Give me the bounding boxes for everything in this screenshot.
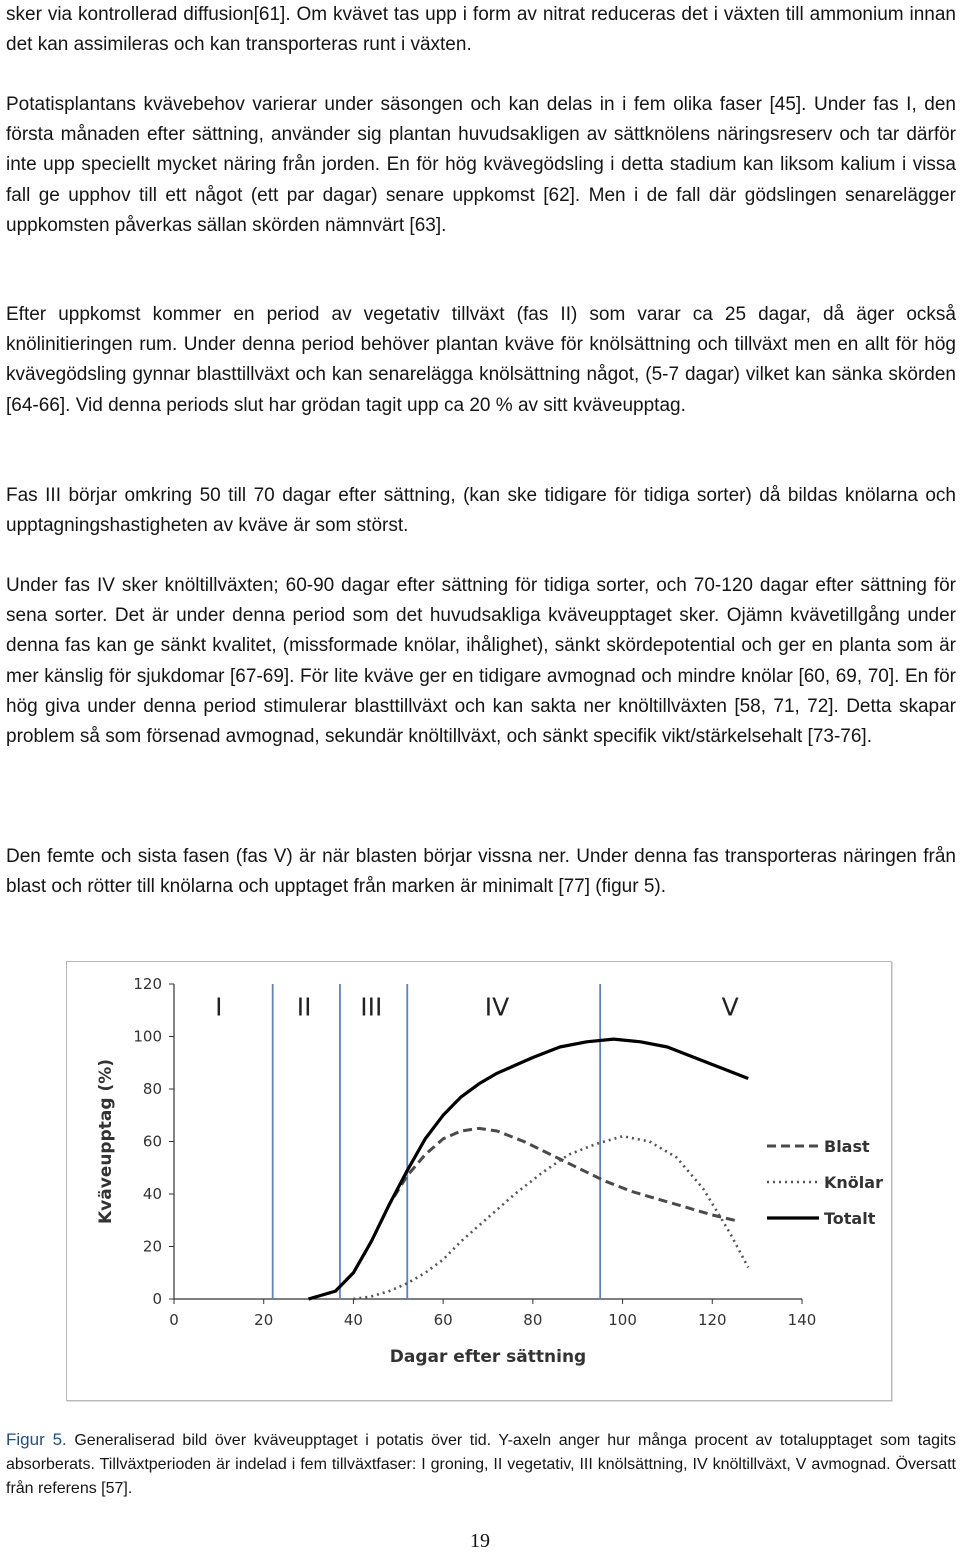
legend-label: Totalt (824, 1209, 876, 1228)
x-tick-label: 20 (254, 1311, 274, 1329)
y-tick-label: 120 (133, 975, 162, 993)
y-tick-label: 80 (142, 1080, 162, 1098)
y-tick-label: 100 (133, 1027, 162, 1046)
figure-caption-label: Figur 5. (6, 1430, 67, 1449)
x-tick-label: 0 (169, 1311, 179, 1329)
phase-label: IV (484, 992, 510, 1022)
phase-label: III (360, 992, 383, 1022)
paragraph: Under fas IV sker knöltillväxten; 60-90 dagar efter sättning för tidiga sorter, och 70-120 dagar efter sättning för sena sorter. Det är under denna period som det huvudsakliga kväveupptaget sker. Ojämn kvävetillgång under denna fas kan ge sänkt kvalitet, (missformade knölar, ihålighet), sänkt skördepotential och ger en planta som är mer känslig för sjukdomar [67-69]. För lite kväve ger en tidigare avmognad och mindre knölar [60, 69, 70]. En för hög giva under denna period stimulerar blasttillväxt och kan sakta ner knöltillväxten [58, 71, 72]. Detta skapar problem så som försenad avmognad, sekundär knöltillväxt, och sänkt specifik vikt/stärkelsehalt [73-76]. (6, 575, 956, 748)
phase-label: I (215, 992, 223, 1022)
y-axis-title: Kväveupptag (%) (96, 1058, 116, 1225)
x-tick-label: 80 (523, 1311, 543, 1329)
phase-label: V (721, 992, 739, 1022)
x-tick-label: 140 (787, 1311, 817, 1329)
x-tick-label: 100 (608, 1311, 637, 1329)
x-tick-label: 40 (343, 1311, 363, 1329)
paragraph: Potatisplantans kvävebehov varierar under säsongen och kan delas in i fem olika faser [45]. Under fas I, den första månaden efter sättning, använder sig plantan huvudsakligen av sättknölens näringsreserv och tar därför inte upp speciellt mycket näring från jorden. En för hög kvävegödsling i detta stadium kan liksom kalium i vissa fall ge upphov till ett något (ett par dagar) senare uppkomst [62]. Men i de fall där gödslingen senarelägger uppkomsten påverkas sällan skörden nämnvärt [63]. (6, 94, 956, 236)
phase-label: II (296, 992, 312, 1022)
series-line-totalt (309, 1039, 749, 1299)
paragraph: Fas III börjar omkring 50 till 70 dagar efter sättning, (kan ske tidigare för tidiga sorter) då bildas knölarna och upptagningshastigheten av kväve är som störst. (6, 485, 956, 537)
legend-label: Knölar (824, 1173, 883, 1192)
paragraph: sker via kontrollerad diffusion[61]. Om kvävet tas upp i form av nitrat reduceras det i växten till ammonium innan det kan assimileras och kan transporteras runt i växten. (6, 4, 956, 56)
page-number: 19 (470, 1530, 490, 1552)
nitrogen-uptake-chart (67, 962, 891, 1400)
figure-caption (6, 1428, 956, 1501)
figure-caption-text: Generaliserad bild över kväveupptaget i potatis över tid. Y-axeln anger hur många procent av totalupptaget som tagits absorberats. Tillväxtperioden är indelad i fem tillväxtfaser: I groning, II vegetativ, III knölsättning, IV knöltillväxt, V avmognad. Översatt från referens [57]. (6, 1432, 956, 1497)
legend-label: Blast (824, 1137, 870, 1156)
y-tick-label: 0 (152, 1290, 162, 1308)
y-tick-label: 20 (142, 1237, 162, 1256)
y-tick-label: 60 (142, 1132, 162, 1151)
y-tick-label: 40 (142, 1185, 162, 1203)
x-axis-title: Dagar efter sättning (389, 1347, 587, 1367)
x-tick-label: 120 (697, 1311, 727, 1329)
x-tick-label: 60 (433, 1311, 453, 1329)
paragraph: Den femte och sista fasen (fas V) är när blasten börjar vissna ner. Under denna fas transporteras näringen från blast och rötter till knölarna och upptaget från marken är minimalt [77] (figur 5). (6, 846, 956, 898)
paragraph: Efter uppkomst kommer en period av vegetativ tillväxt (fas II) som varar ca 25 dagar, då äger också knölinitieringen rum. Under denna period behöver plantan kväve för knölsättning och tillväxt men en allt för hög kvävegödsling gynnar blasttillväxt och kan senarelägga knölsättning något, (5-7 dagar) vilket kan sänka skörden [64-66]. Vid denna periods slut har grödan tagit upp ca 20 % av sitt kväveupptag. (6, 304, 956, 416)
figure-5 (66, 961, 892, 1401)
